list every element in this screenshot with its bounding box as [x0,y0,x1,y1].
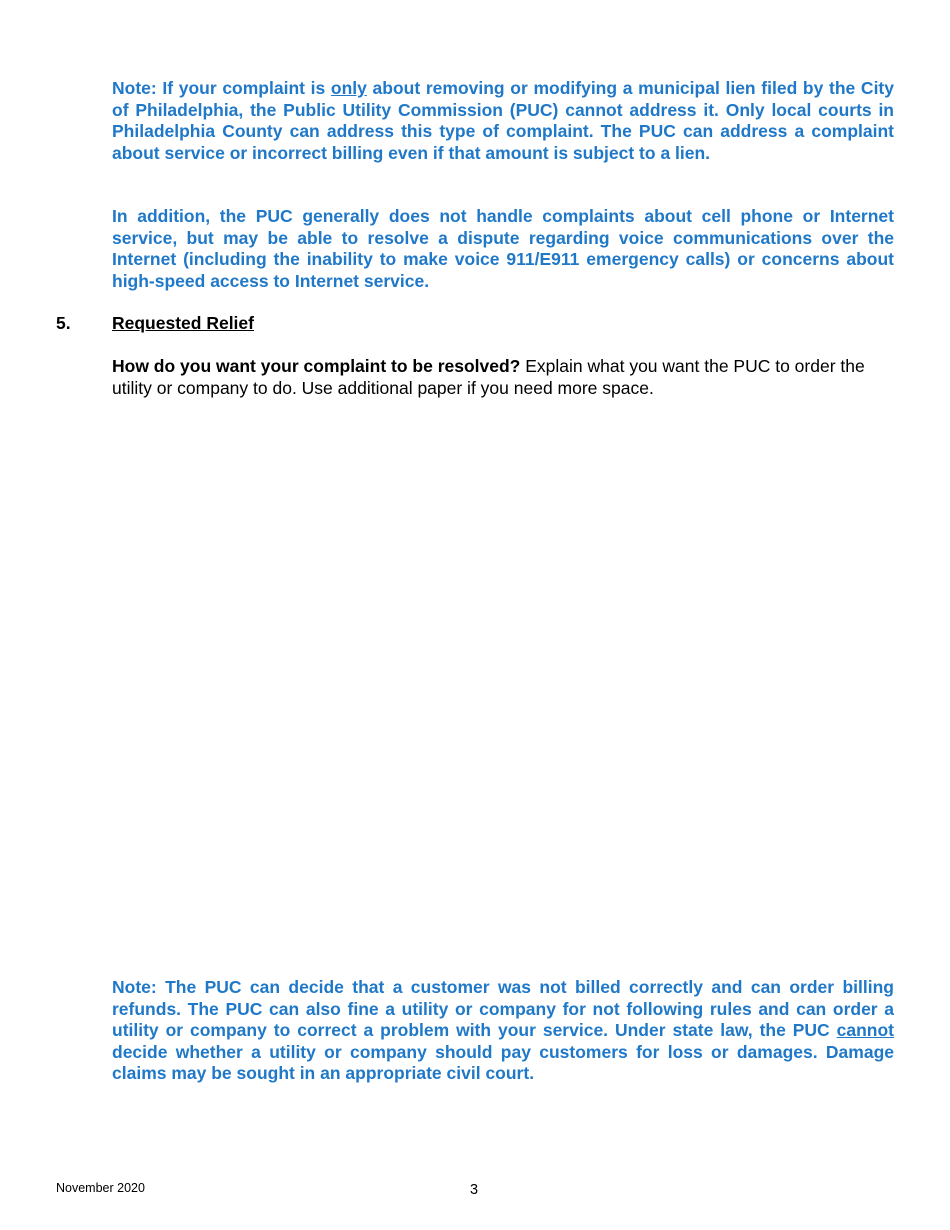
section-number: 5. [56,313,71,333]
billing-refund-note [112,977,894,1085]
relief-answer-area[interactable] [112,405,894,965]
section-title: Requested Relief [112,313,254,333]
emphasis-only: only [330,78,367,98]
cell-internet-note: In addition, the PUC generally does not handle complaints about cell phone or Internet service, but may be able to resolve a dispute regarding voice communications over the Internet (including the inability to make voice 911/E911 emergency calls) or concerns about high-speed access to Internet service. [112,206,894,291]
relief-explanation: Explain what you want the PUC to order the utility or company to do. Use additional paper if you need more space. [112,356,865,398]
relief-instructions [112,356,894,399]
note-text: Note: If your complaint is [112,78,331,98]
municipal-lien-note [112,78,894,164]
emphasis-cannot: cannot [836,1020,894,1040]
note-text: Note: The PUC can decide that a customer was not billed correctly and can order billing refunds. The PUC can also fine a utility or company for not following rules and can order a utility or company to correct a problem with your service. Under state law, the PUC [112,977,894,1040]
footer-date: November 2020 [56,1181,145,1195]
page-number: 3 [470,1182,479,1198]
relief-question: How do you want your complaint to be resolved? [112,356,521,376]
note-text: decide whether a utility or company should pay customers for loss or damages. Damage claims may be sought in an appropriate civil court. [112,1041,894,1083]
note-text: about removing or modifying a municipal lien filed by the City of Philadelphia, the Public Utility Commission (PUC) cannot address it. Only local courts in Philadelphia County can address this type of complaint. The PUC can address a complaint about service or incorrect billing even if that amount is subject to a lien. [112,78,894,163]
